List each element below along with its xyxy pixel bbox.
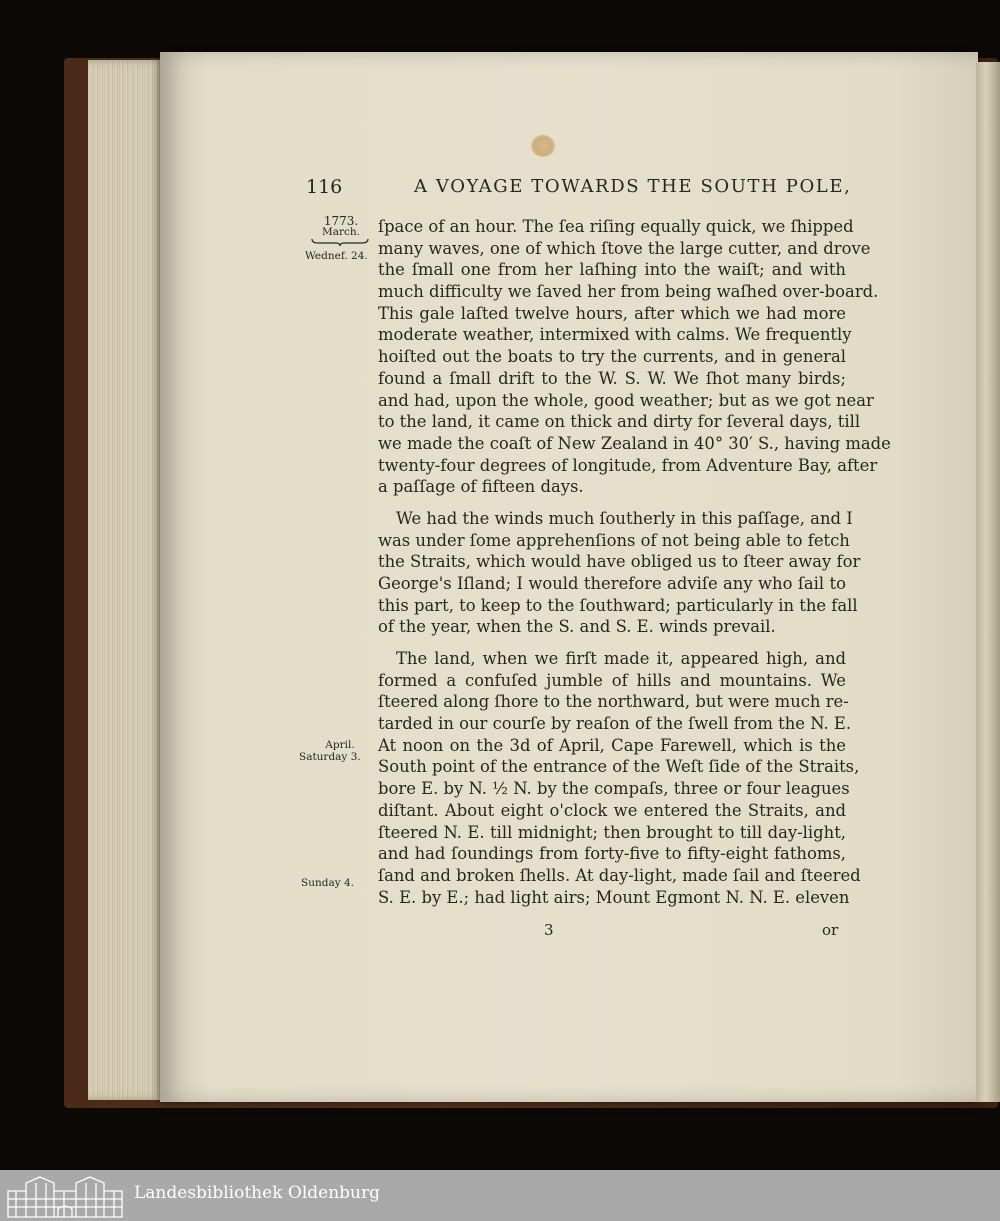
text-line: to the land, it came on thick and dirty for ſeveral days, till <box>378 412 861 432</box>
text-line: and had ſoundings from forty-five to fifty-eight fathoms, <box>378 844 846 864</box>
text-line: George's Iſland; I would therefore adviſe any who ſail to <box>378 574 846 594</box>
text-line: much difficulty we ſaved her from being waſhed over-board. <box>378 282 879 302</box>
text-line: hoiſted out the boats to try the currents, and in general <box>378 347 846 367</box>
margin-note-month: March. <box>321 226 360 238</box>
text-line: We had the winds much ſoutherly in this paſſage, and I <box>396 509 853 528</box>
library-building-icon <box>6 1173 124 1218</box>
text-line: the Straits, which would have obliged us to ſteer away for <box>378 552 861 572</box>
text-line: diſtant. About eight o'clock we entered the Straits, and <box>378 800 846 820</box>
text-line: found a ſmall drift to the W. S. W. We ſhot many birds; <box>378 368 846 388</box>
text-line: and had, upon the whole, good weather; but as we got near <box>378 390 874 410</box>
text-line: ſteered along ſhore to the northward, but were much re- <box>378 692 849 712</box>
margin-note-day: Wednef. 24. <box>305 250 368 262</box>
text-line: The land, when we firſt made it, appeared high, and <box>396 649 846 668</box>
margin-note-year: 1773. <box>323 214 359 228</box>
text-line: this part, to keep to the ſouthward; particularly in the fall <box>378 595 858 615</box>
footer-bar <box>0 1170 1000 1221</box>
text-line: South point of the entrance of the Weſt ſide of the Straits, <box>378 757 860 777</box>
margin-note-month-april: April. <box>325 739 355 751</box>
page-number: 116 <box>306 176 343 198</box>
paragraph-2 <box>378 508 861 638</box>
paragraph-1 <box>378 216 891 498</box>
text-line: bore E. by N. ½ N. by the compaſs, three or four leagues <box>378 779 850 799</box>
text-line: was under ſome apprehenſions of not being able to fetch <box>378 530 850 550</box>
text-line: At noon on the 3d of April, Cape Farewell, which is the <box>378 735 846 755</box>
facing-page-edge <box>976 62 1000 1102</box>
text-line: ſand and broken ſhells. At day-light, made ſail and ſteered <box>378 865 861 885</box>
paragraph-3 <box>378 648 861 908</box>
text-line: we made the coaſt of New Zealand in 40° 30′ S., having made <box>378 433 891 453</box>
text-line: S. E. by E.; had light airs; Mount Egmont N. N. E. eleven <box>378 887 850 907</box>
text-line: a paſſage of fifteen days. <box>378 477 584 497</box>
text-line: tarded in our courſe by reaſon of the ſwell from the N. E. <box>378 714 852 734</box>
text-line: of the year, when the S. and S. E. winds prevail. <box>378 617 776 637</box>
text-line: twenty-four degrees of longitude, from Adventure Bay, after <box>378 455 878 475</box>
text-line: many waves, one of which ſtove the large cutter, and drove <box>378 238 871 258</box>
running-head: A VOYAGE TOWARDS THE SOUTH POLE, <box>414 176 852 197</box>
margin-note-day-sunday: Sunday 4. <box>301 877 354 889</box>
text-line: formed a confuſed jumble of hills and mountains. We <box>378 670 846 690</box>
page-edges <box>88 60 168 1100</box>
text-line: the ſmall one from her laſhing into the waiſt; and with <box>378 260 846 280</box>
library-name: Landesbibliothek Oldenburg <box>134 1183 381 1203</box>
margin-brace <box>310 238 370 246</box>
text-line: This gale laſted twelve hours, after which we had more <box>378 303 846 323</box>
text-line: ſteered N. E. till midnight; then brought to till day-light, <box>378 822 846 842</box>
margin-note-day-saturday: Saturday 3. <box>299 751 361 763</box>
text-line: ſpace of an hour. The ſea riſing equally quick, we ſhipped <box>378 217 854 236</box>
catchword: or <box>822 921 839 939</box>
signature-mark: 3 <box>544 921 554 939</box>
text-line: moderate weather, intermixed with calms. We frequently <box>378 325 852 345</box>
paper-stain <box>531 135 555 157</box>
